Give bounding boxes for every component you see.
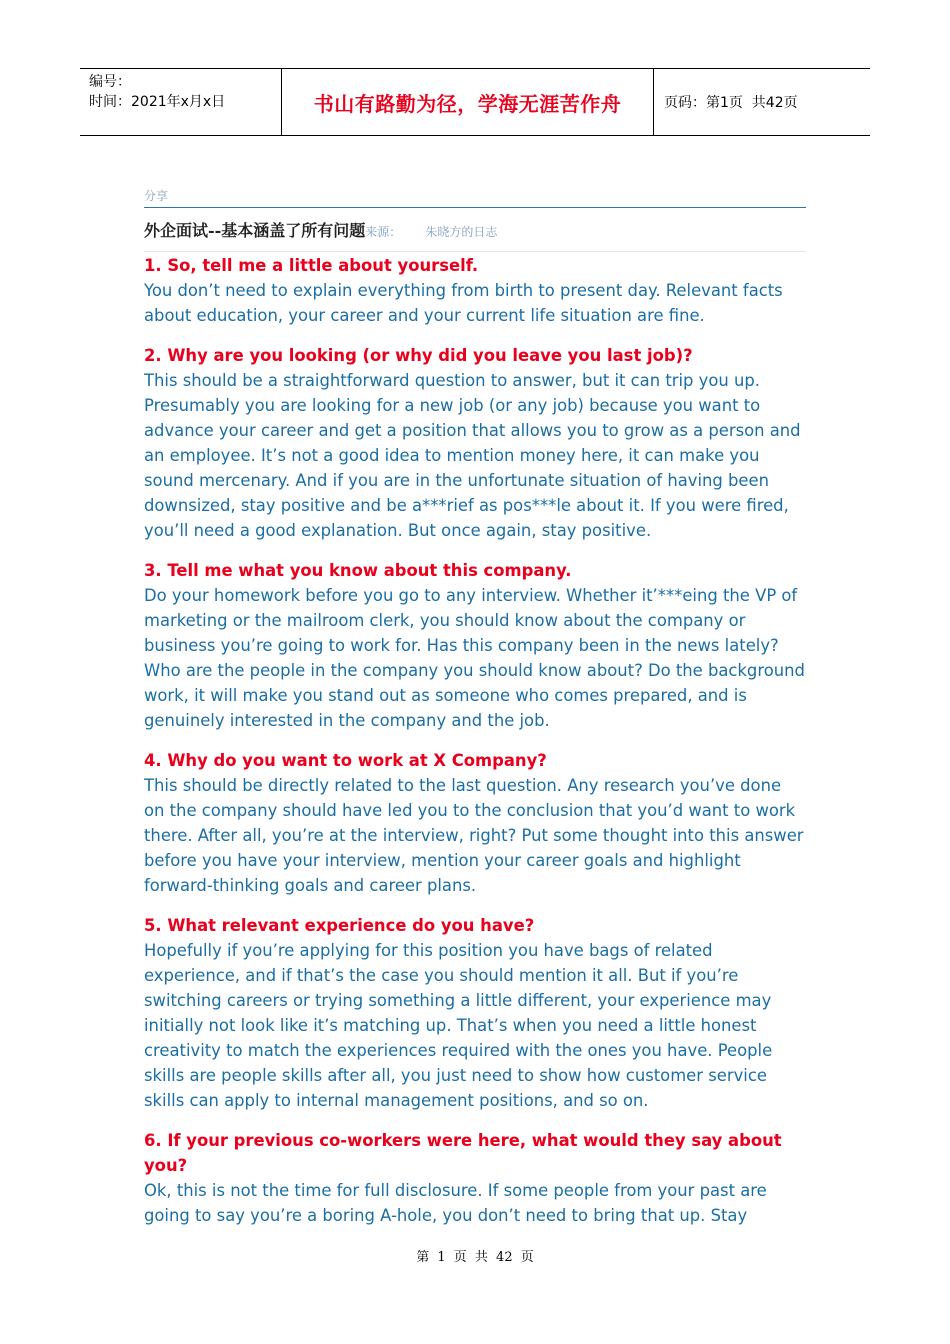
article-title-line	[144, 218, 806, 252]
article-body	[144, 253, 806, 1243]
qa-item-1	[144, 253, 806, 328]
qa-item-6	[144, 1128, 806, 1228]
question-5: 5. What relevant experience do you have?	[144, 916, 535, 935]
answer-4: This should be directly related to the last question. Any research you’ve done on the company should have led you to the conclusion that you’d want to work there. After all, you’re at the interview, right? Put some thought into this answer before you have your interview, mention your career goals and highlight forward-thinking goals and career plans.	[144, 776, 804, 895]
answer-3: Do your homework before you go to any interview. Whether it’***eing the VP of marketing or the mailroom clerk, you should know about the company or business you’re going to work for. Has this company been in the news lately? Who are the people in the company you should know about? Do the background work, it will make you stand out as someone who comes prepared, and is genuinely interested in the company and the job.	[144, 586, 805, 730]
question-6: 6. If your previous co-workers were here, what would they say about you?	[144, 1131, 782, 1175]
question-3: 3. Tell me what you know about this company.	[144, 561, 572, 580]
source-label: 来源：	[365, 225, 402, 239]
question-2: 2. Why are you looking (or why did you leave you last job)?	[144, 346, 693, 365]
answer-2: This should be a straightforward question to answer, but it can trip you up. Presumably you are looking for a new job (or any job) because you want to advance your career and get a position that allows you to grow as a person and an employee. It’s not a good idea to mention money here, it can make you sound mercenary. And if you are in the unfortunate situation of having been downsized, stay positive and be a***rief as pos***le about it. If you were fired, you’ll need a good explanation. But once again, stay positive.	[144, 371, 801, 540]
header-meta	[80, 69, 281, 135]
share-label[interactable]: 分享	[144, 186, 806, 208]
article-title: 外企面试--基本涵盖了所有问题	[144, 221, 366, 240]
answer-5: Hopefully if you’re applying for this position you have bags of related experience, and if that’s the case you should mention it all. But if you’re switching careers or trying something a little different, your experience may initially not look like it’s matching up. That’s when you need a little honest creativity to match the experiences required with the ones you have. People skills are people skills after all, you just need to show how customer service skills can apply to internal management positions, and so on.	[144, 941, 773, 1110]
qa-item-4	[144, 748, 806, 898]
qa-item-5	[144, 913, 806, 1113]
document-header	[80, 68, 870, 136]
header-page-info	[654, 69, 870, 135]
question-4: 4. Why do you want to work at X Company?	[144, 751, 547, 770]
qa-item-3	[144, 558, 806, 733]
answer-6: Ok, this is not the time for full disclosure. If some people from your past are going to say you’re a boring A-hole, you don’t need to bring that up. Stay	[144, 1181, 767, 1225]
answer-1: You don’t need to explain everything from birth to present day. Relevant facts about education, your career and your current life situation are fine.	[144, 281, 783, 325]
author-link[interactable]: 朱晓方的日志	[425, 225, 498, 239]
question-1: 1. So, tell me a little about yourself.	[144, 256, 479, 275]
qa-item-2	[144, 343, 806, 543]
page-info-text: 页码：第1页 共42页	[664, 95, 798, 111]
time-label: 时间：2021年x月x日	[89, 94, 226, 110]
page-footer: 第 1 页 共 42 页	[416, 1250, 534, 1265]
header-motto: 书山有路勤为径，学海无涯苦作舟	[281, 69, 654, 135]
number-label: 编号：	[89, 74, 131, 90]
